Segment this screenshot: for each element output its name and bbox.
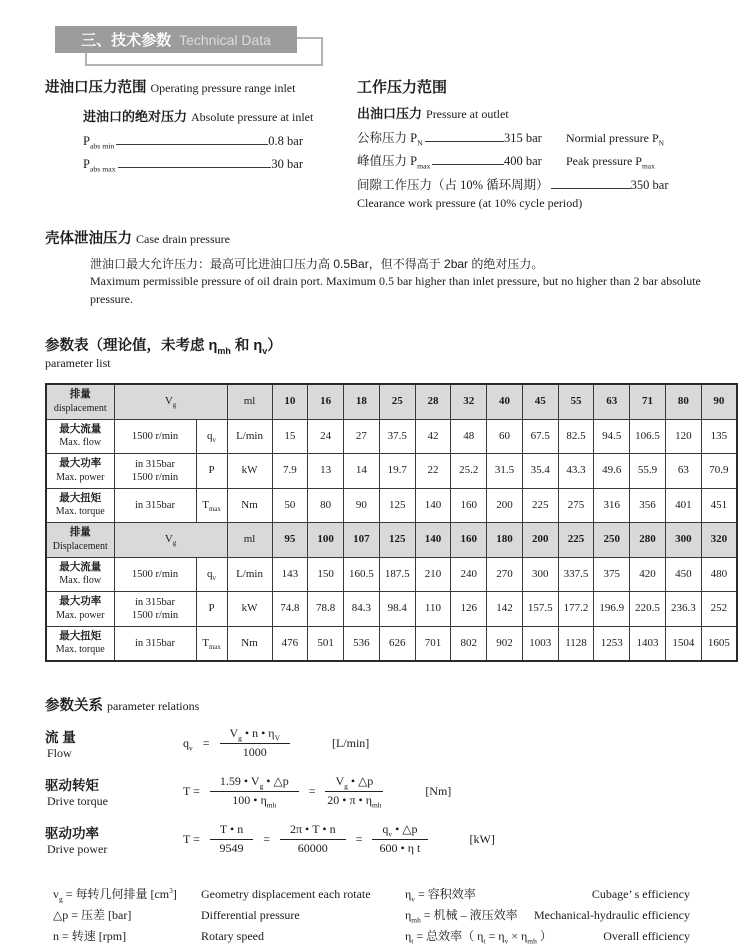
table-cell-value: 37.5	[379, 419, 415, 454]
formula-fraction	[280, 822, 346, 856]
table-cell-value: 160	[451, 488, 487, 523]
table-cell-value: 31.5	[487, 454, 523, 489]
clearance-row	[357, 175, 736, 193]
fraction-denominator: 9549	[219, 840, 244, 855]
table-cell-value: 49.6	[594, 454, 630, 489]
parameter-table-title	[45, 334, 736, 371]
table-cell-value: 25.2	[451, 454, 487, 489]
legend-row	[53, 906, 405, 923]
pressure-columns	[45, 76, 736, 211]
table-row-label: 最大功率 Max. power	[46, 592, 114, 627]
legend-row	[53, 927, 405, 944]
inlet-pressure-section	[45, 76, 357, 211]
leader-line	[432, 164, 504, 165]
table-cell-value: 236.3	[665, 592, 701, 627]
table-cell-value: 240	[451, 557, 487, 592]
table-cell-value: 142	[487, 592, 523, 627]
formula-fraction	[210, 822, 253, 856]
formula-unit: [kW]	[469, 831, 495, 846]
table-cell-value: 74.8	[272, 592, 308, 627]
leader-line	[116, 144, 268, 145]
table-cell-value: 42	[415, 419, 451, 454]
legend-symbol: $\eta_v$ = 容积效率	[405, 887, 476, 904]
case-drain-line-en: Maximum permissible pressure of oil drain port. Maximum 0.5 bar higher than inlet pressure, but no higher than 2 bar absolute pressure.	[90, 274, 701, 306]
clearance-value: 350 bar	[630, 178, 669, 192]
pressure-value: 30 bar	[271, 157, 303, 171]
banner-title-en: Technical Data	[179, 31, 271, 48]
table-row-symbol: $q_v$	[196, 419, 227, 454]
table-cell-value: 70.9	[701, 454, 737, 489]
table-cell-value: 220.5	[630, 592, 666, 627]
legend-symbol: n = 转速 [rpm]	[53, 929, 127, 944]
table-cell-value: 150	[308, 557, 344, 592]
table-header-size: 16	[308, 384, 344, 419]
relations-rows	[45, 723, 736, 859]
fraction-denominator: 20 • π • $\eta_{mh}$	[327, 792, 382, 810]
table-cell-value: 902	[487, 626, 523, 661]
working-subtitle-zh: 出油口压力	[357, 106, 423, 121]
table-cell-value: 1605	[701, 626, 737, 661]
inlet-title-en: Operating pressure range inlet	[150, 81, 296, 95]
table-header-size: 100	[308, 523, 344, 558]
table-cell-value: 35.4	[522, 454, 558, 489]
relation-label-en: Drive power	[47, 841, 108, 856]
legend-row	[53, 885, 405, 902]
table-cell-value: 48	[451, 419, 487, 454]
parameter-table-body	[46, 384, 737, 661]
table-cell-value: 14	[344, 454, 380, 489]
table-cell-value: 126	[451, 592, 487, 627]
parameter-table-title-zh: 参数表（理论值，未考虑 $\eta_{mh}$ 和 $\eta_v$）	[45, 338, 282, 357]
table-header-size: 95	[272, 523, 308, 558]
case-drain-title-zh: 壳体泄油压力	[45, 231, 132, 247]
table-cell-value: 275	[558, 488, 594, 523]
table-header-size: 300	[665, 523, 701, 558]
inlet-subtitle	[83, 106, 357, 126]
legend-symbol: △p = 压差 [bar]	[53, 908, 132, 923]
table-cell-value: 300	[522, 557, 558, 592]
table-cell-value: 67.5	[522, 419, 558, 454]
table-row-symbol: $q_v$	[196, 557, 227, 592]
table-header-size: 10	[272, 384, 308, 419]
table-cell-value: 13	[308, 454, 344, 489]
table-header-size: 71	[630, 384, 666, 419]
table-data-row	[46, 626, 737, 661]
banner-title-zh: 三、技术参数	[81, 32, 172, 49]
table-cell-value: 480	[701, 557, 737, 592]
table-cell-value: 160.5	[344, 557, 380, 592]
formula-text: T =	[183, 783, 200, 798]
fraction-numerator: 2π • T • n	[280, 822, 346, 840]
table-header-vg: $V_g$	[114, 384, 227, 419]
table-cell-value: 177.2	[558, 592, 594, 627]
table-row-condition: in 315bar	[114, 626, 196, 661]
case-drain-title	[45, 227, 736, 248]
leader-line	[118, 167, 272, 168]
relations-title-en: parameter relations	[107, 699, 200, 714]
working-title-zh: 工作压力范围	[357, 79, 448, 96]
table-cell-value: 55.9	[630, 454, 666, 489]
pressure-symbol: $P_{abs min}$	[83, 134, 115, 151]
table-row-condition: in 315bar	[114, 488, 196, 523]
fraction-numerator: $q_v$ • △p	[372, 822, 427, 840]
table-row-unit: Nm	[227, 626, 272, 661]
table-cell-value: 106.5	[630, 419, 666, 454]
table-header-size: 25	[379, 384, 415, 419]
table-cell-value: 1128	[558, 626, 594, 661]
fraction-numerator: $V_g$ • n • $\eta_V$	[220, 726, 290, 744]
table-cell-value: 84.3	[344, 592, 380, 627]
table-cell-value: 22	[415, 454, 451, 489]
table-header-displacement: 排量 displacement	[46, 384, 114, 419]
working-row	[357, 128, 736, 146]
formula-fraction	[372, 822, 427, 856]
table-data-row	[46, 488, 737, 523]
relation-row	[45, 723, 736, 763]
table-header-size: 40	[487, 384, 523, 419]
table-cell-value: 135	[701, 419, 737, 454]
table-cell-value: 157.5	[522, 592, 558, 627]
working-row	[357, 151, 736, 169]
table-cell-value: 43.3	[558, 454, 594, 489]
table-row-unit: L/min	[227, 557, 272, 592]
legend-right-column	[405, 881, 736, 944]
relation-row	[45, 771, 736, 811]
table-cell-value: 476	[272, 626, 308, 661]
table-data-row	[46, 592, 737, 627]
table-cell-value: 125	[379, 488, 415, 523]
table-header-size: 180	[487, 523, 523, 558]
fraction-numerator: $V_g$ • △p	[325, 774, 383, 792]
table-cell-value: 110	[415, 592, 451, 627]
table-header-unit: ml	[227, 523, 272, 558]
working-row-label-en: Peak pressure $P_{max}$	[566, 154, 655, 171]
legend-label-en: Mechanical-hydraulic efficiency	[533, 908, 690, 923]
table-cell-value: 7.9	[272, 454, 308, 489]
pressure-symbol: $P_{abs max}$	[83, 157, 116, 174]
table-cell-value: 120	[665, 419, 701, 454]
inlet-section-title	[45, 76, 357, 97]
table-row-symbol: $T_{max}$	[196, 626, 227, 661]
table-header-size: 80	[665, 384, 701, 419]
clearance-label: 间隙工作压力（占 10% 循环周期）	[357, 178, 549, 192]
table-header-size: 55	[558, 384, 594, 419]
table-row-unit: kW	[227, 454, 272, 489]
relations-title	[45, 694, 736, 715]
table-cell-value: 252	[701, 592, 737, 627]
table-header-row	[46, 384, 737, 419]
clearance-label-en: Clearance work pressure (at 10% cycle period)	[357, 196, 583, 210]
table-cell-value: 501	[308, 626, 344, 661]
table-cell-value: 802	[451, 626, 487, 661]
working-subtitle	[357, 103, 736, 123]
formula-text: =	[355, 831, 363, 846]
table-cell-value: 80	[308, 488, 344, 523]
legend-label-en: Overall efficiency	[603, 929, 690, 944]
formula-text: T =	[183, 831, 200, 846]
table-cell-value: 420	[630, 557, 666, 592]
table-row-symbol: P	[196, 454, 227, 489]
table-cell-value: 27	[344, 419, 380, 454]
legend-symbol: $\eta_{mh}$ = 机械 – 液压效率	[405, 908, 518, 925]
table-cell-value: 94.5	[594, 419, 630, 454]
working-row-value: 315 bar	[504, 131, 542, 145]
relation-label-zh: 驱动功率	[45, 825, 99, 841]
table-header-unit: ml	[227, 384, 272, 419]
table-cell-value: 143	[272, 557, 308, 592]
table-row-unit: kW	[227, 592, 272, 627]
formula-text: =	[263, 831, 270, 846]
relation-label-en: Flow	[47, 745, 72, 760]
table-cell-value: 356	[630, 488, 666, 523]
legend-row	[405, 906, 690, 923]
table-header-size: 200	[522, 523, 558, 558]
formula-fraction	[325, 774, 383, 808]
table-cell-value: 337.5	[558, 557, 594, 592]
fraction-denominator: 600 • η t	[379, 840, 421, 855]
table-row-condition: 1500 r/min	[114, 419, 196, 454]
formula-text: $q_v$	[183, 735, 193, 753]
relations-title-zh: 参数关系	[45, 698, 103, 715]
table-cell-value: 196.9	[594, 592, 630, 627]
pressure-value: 0.8 bar	[268, 134, 303, 148]
table-cell-value: 24	[308, 419, 344, 454]
table-header-size: 225	[558, 523, 594, 558]
table-header-size: 140	[415, 523, 451, 558]
table-header-row	[46, 523, 737, 558]
formula-text: =	[202, 735, 210, 750]
legend-label-en: Cubage’ s efficiency	[591, 887, 690, 902]
relation-formula	[183, 774, 451, 808]
case-drain-line-zh: 泄油口最大允许压力：最高可比进油口压力高 0.5Bar，但不得高于 2bar 的绝对压力。	[90, 257, 544, 271]
fraction-denominator: 100 • $\eta_{mh}$	[232, 792, 277, 810]
table-cell-value: 270	[487, 557, 523, 592]
relation-label-zh: 驱动转矩	[45, 777, 99, 793]
working-row-value: 400 bar	[504, 154, 542, 168]
relation-label-en: Drive torque	[47, 793, 108, 808]
table-cell-value: 200	[487, 488, 523, 523]
table-data-row	[46, 419, 737, 454]
table-header-size: 125	[379, 523, 415, 558]
table-header-size: 45	[522, 384, 558, 419]
table-cell-value: 225	[522, 488, 558, 523]
inlet-title-zh: 进油口压力范围	[45, 80, 147, 96]
fraction-denominator: 60000	[297, 840, 328, 855]
table-header-size: 28	[415, 384, 451, 419]
table-row-unit: Nm	[227, 488, 272, 523]
fraction-denominator: 1000	[242, 744, 267, 759]
table-cell-value: 60	[487, 419, 523, 454]
table-cell-value: 90	[344, 488, 380, 523]
table-cell-value: 187.5	[379, 557, 415, 592]
case-drain-body	[90, 256, 736, 308]
formula-fraction	[220, 726, 290, 760]
working-row-label-en: Normial pressure $P_N$	[566, 131, 665, 148]
table-header-size: 250	[594, 523, 630, 558]
section-banner	[55, 26, 325, 66]
legend-label-en: Geometry displacement each rotate	[201, 887, 371, 902]
legend-label-en: Rotary speed	[201, 929, 264, 944]
legend-label-en: Differential pressure	[201, 908, 300, 923]
table-cell-value: 375	[594, 557, 630, 592]
pressure-line	[83, 157, 303, 172]
banner-box	[55, 26, 297, 53]
case-drain-title-en: Case drain pressure	[136, 232, 230, 246]
relation-formula	[183, 726, 369, 760]
formula-fraction	[210, 774, 299, 808]
table-cell-value: 626	[379, 626, 415, 661]
table-data-row	[46, 557, 737, 592]
table-row-condition: in 315bar 1500 r/min	[114, 454, 196, 489]
formula-unit: [Nm]	[425, 783, 452, 798]
table-cell-value: 1003	[522, 626, 558, 661]
working-rows	[357, 128, 736, 169]
table-cell-value: 450	[665, 557, 701, 592]
table-row-symbol: $T_{max}$	[196, 488, 227, 523]
case-drain-section	[45, 227, 736, 308]
table-cell-value: 536	[344, 626, 380, 661]
legend-row	[405, 885, 690, 902]
table-header-size: 160	[451, 523, 487, 558]
table-cell-value: 1504	[665, 626, 701, 661]
table-row-label: 最大扭矩 Max. torque	[46, 488, 114, 523]
fraction-numerator: T • n	[210, 822, 253, 840]
table-row-unit: L/min	[227, 419, 272, 454]
relation-label	[45, 822, 153, 857]
table-data-row	[46, 454, 737, 489]
table-cell-value: 1253	[594, 626, 630, 661]
table-header-size: 63	[594, 384, 630, 419]
inlet-lines	[45, 134, 357, 172]
pressure-line	[83, 134, 303, 149]
table-cell-value: 401	[665, 488, 701, 523]
table-cell-value: 451	[701, 488, 737, 523]
working-pressure-section	[357, 76, 736, 211]
table-cell-value: 50	[272, 488, 308, 523]
legend-symbol: $\eta_t$ = 总效率（ $\eta_t = \eta_v \times \eta_{mh}$ ）	[405, 929, 552, 946]
table-cell-value: 63	[665, 454, 701, 489]
working-row-label: 峰值压力 $P_{max}$	[357, 154, 431, 171]
inlet-subtitle-zh: 进油口的绝对压力	[83, 109, 188, 124]
fraction-numerator: 1.59 • $V_g$ • △p	[210, 774, 299, 792]
relation-label-zh: 流 量	[45, 729, 76, 745]
parameter-table-subtitle: parameter list	[45, 356, 111, 371]
formula-unit: [L/min]	[331, 735, 370, 750]
table-row-condition: 1500 r/min	[114, 557, 196, 592]
table-row-label: 最大扭矩 Max. torque	[46, 626, 114, 661]
table-header-size: 320	[701, 523, 737, 558]
relation-label	[45, 726, 153, 761]
table-cell-value: 316	[594, 488, 630, 523]
formula-text: =	[308, 783, 316, 798]
table-cell-value: 82.5	[558, 419, 594, 454]
relation-row	[45, 819, 736, 859]
table-row-symbol: P	[196, 592, 227, 627]
table-header-size: 32	[451, 384, 487, 419]
table-cell-value: 78.8	[308, 592, 344, 627]
legend-left-column	[53, 881, 405, 944]
leader-line	[425, 141, 504, 142]
table-row-label: 最大流量 Max. flow	[46, 419, 114, 454]
table-cell-value: 1403	[630, 626, 666, 661]
table-cell-value: 19.7	[379, 454, 415, 489]
table-header-vg: $V_g$	[114, 523, 227, 558]
relation-formula	[183, 822, 495, 856]
inlet-subtitle-en: Absolute pressure at inlet	[191, 110, 314, 124]
table-header-displacement: 排量 Displacement	[46, 523, 114, 558]
table-row-label: 最大功率 Max. power	[46, 454, 114, 489]
table-header-size: 280	[630, 523, 666, 558]
working-subtitle-en: Pressure at outlet	[426, 107, 509, 121]
table-header-size: 18	[344, 384, 380, 419]
leader-line	[551, 188, 631, 189]
table-cell-value: 140	[415, 488, 451, 523]
symbol-legend	[45, 881, 736, 944]
table-header-size: 90	[701, 384, 737, 419]
table-row-condition: in 315bar 1500 r/min	[114, 592, 196, 627]
table-row-label: 最大流量 Max. flow	[46, 557, 114, 592]
table-header-size: 107	[344, 523, 380, 558]
legend-symbol: $v_g$ = 每转几何排量 $[cm^3]$	[53, 886, 177, 904]
working-row-label: 公称压力 $P_N$	[357, 131, 423, 148]
table-cell-value: 701	[415, 626, 451, 661]
legend-row	[405, 927, 690, 944]
relation-label	[45, 774, 153, 809]
table-cell-value: 210	[415, 557, 451, 592]
parameter-table	[45, 383, 738, 662]
table-cell-value: 98.4	[379, 592, 415, 627]
table-cell-value: 15	[272, 419, 308, 454]
